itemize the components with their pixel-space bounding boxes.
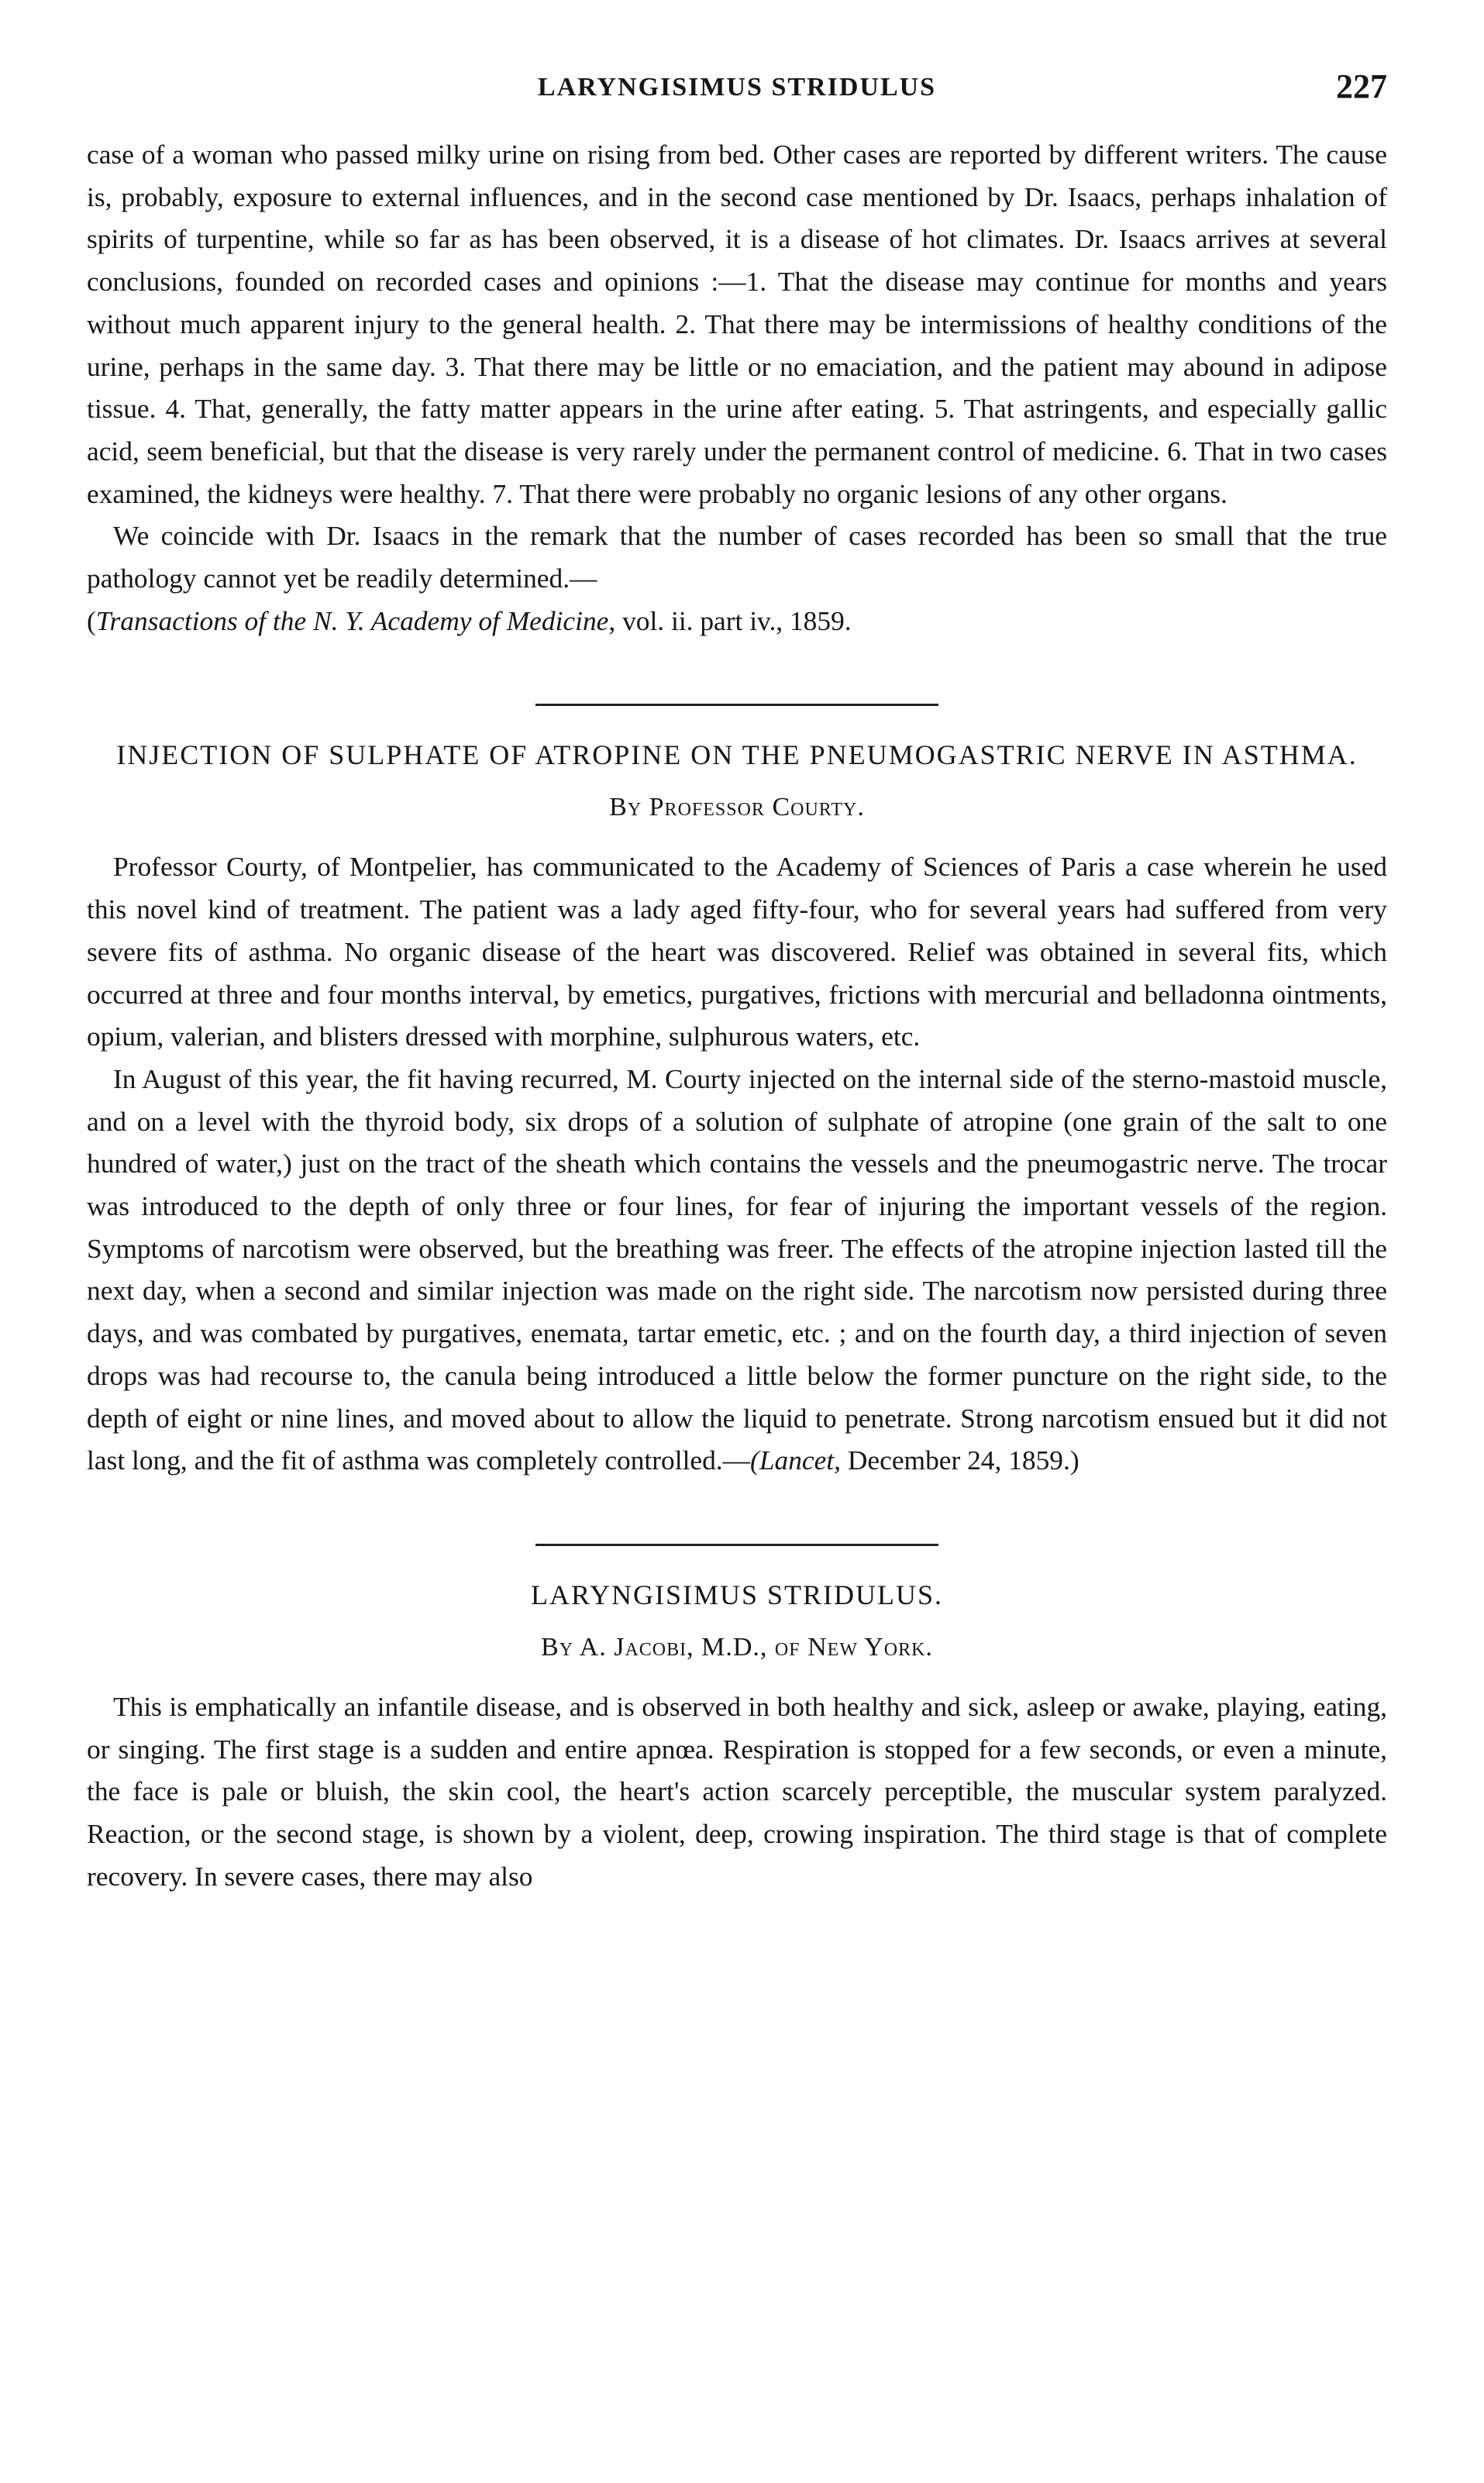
article-laryngismus bbox=[87, 1574, 1387, 1898]
section-divider bbox=[535, 704, 938, 706]
paragraph-text: In August of this year, the fit having recurred, M. Courty injected on the internal side of the sterno-mastoid muscle, and on a level with the thyroid body, six drops of a solution of sulphate of atropine (one grain of the salt to one hundred of water,) just on the tract of the sheath which contains the vessels and the pneumogastric nerve. The trocar was introduced to the depth of only three or four lines, for fear of injuring the important vessels of the region. Symptoms of narcotism were observed, but the breathing was freer. The effects of the atropine injection lasted till the next day, when a second and similar injection was made on the right side. The narcotism now persisted during three days, and was combated by purgatives, enemata, tartar emetic, etc. ; and on the fourth day, a third injection of seven drops was had recourse to, the canula being introduced a little below the former puncture on the right side, to the depth of eight or nine lines, and moved about to allow the liquid to penetrate. Strong narcotism ensued but it did not last long, and the fit of asthma was completely controlled.— bbox=[87, 1062, 1387, 1476]
article-atropine bbox=[87, 734, 1387, 1482]
citation-details: , vol. ii. part iv., 1859. bbox=[608, 604, 852, 636]
body-paragraph: We coincide with Dr. Isaacs in the remark that the number of cases recorded has been so small that the true pathology cannot yet be readily determined.— bbox=[87, 520, 1387, 594]
citation-open: ( bbox=[87, 604, 96, 636]
article-byline: By Professor Courty. bbox=[609, 793, 865, 822]
document-page bbox=[87, 67, 1387, 1898]
article-title: LARYNGISIMUS STRIDULUS. bbox=[530, 1579, 944, 1610]
citation-journal: (Lancet, bbox=[750, 1445, 842, 1476]
body-paragraph: This is emphatically an infantile disease, and is observed in both healthy and sick, asleep or awake, playing, eating, or singing. The first stage is a sudden and entire apnœa. Respiration is stopped for a few seconds, or even a minute, the face is pale or bluish, the skin cool, the heart's action scarcely perceptible, the muscular system paralyzed. Reaction, or the second stage, is shown by a violent, deep, crowing inspiration. The third stage is that of complete recovery. In severe cases, there may also bbox=[87, 1690, 1387, 1892]
article-byline: By A. Jacobi, M.D., of New York. bbox=[541, 1632, 933, 1662]
citation-journal: Transactions of the N. Y. Academy of Medicine bbox=[95, 604, 609, 636]
page-number: 227 bbox=[1336, 67, 1387, 105]
body-paragraph bbox=[87, 1058, 1387, 1482]
running-title: LARYNGISIMUS STRIDULUS bbox=[537, 73, 937, 102]
section-divider bbox=[535, 1544, 938, 1546]
article-title: INJECTION OF SULPHATE OF ATROPINE ON THE PNEUMOGASTRIC NERVE IN ASTHMA. bbox=[116, 739, 1358, 771]
continued-article bbox=[87, 133, 1387, 642]
citation bbox=[87, 600, 1387, 642]
running-header bbox=[87, 67, 1387, 113]
citation-details: December 24, 1859.) bbox=[841, 1445, 1079, 1476]
body-paragraph: case of a woman who passed milky urine on rising from bed. Other cases are reported by different writers. The cause is, probably, exposure to external influences, and in the second case mentioned by Dr. Isaacs, perhaps inhalation of spirits of turpentine, while so far as has been observed, it is a disease of hot climates. Dr. Isaacs arrives at several conclusions, founded on recorded cases and opinions :—1. That the disease may continue for months and years without much apparent injury to the general health. 2. That there may be intermissions of healthy conditions of the urine, perhaps in the same day. 3. That there may be little or no emaciation, and the patient may abound in adipose tissue. 4. That, generally, the fatty matter appears in the urine after eating. 5. That astringents, and especially gallic acid, seem beneficial, but that the disease is very rarely under the permanent control of medicine. 6. That in two cases examined, the kidneys were healthy. 7. That there were probably no organic lesions of any other organs. bbox=[87, 139, 1387, 509]
body-paragraph: Professor Courty, of Montpelier, has communicated to the Academy of Sciences of Paris a case wherein he used this novel kind of treatment. The patient was a lady aged fifty-four, who for several years had suffered from very severe fits of asthma. No organic disease of the heart was discovered. Relief was obtained in several fits, which occurred at three and four months interval, by emetics, purgatives, frictions with mercurial and belladonna ointments, opium, valerian, and blisters dressed with morphine, sulphurous waters, etc. bbox=[87, 851, 1387, 1052]
